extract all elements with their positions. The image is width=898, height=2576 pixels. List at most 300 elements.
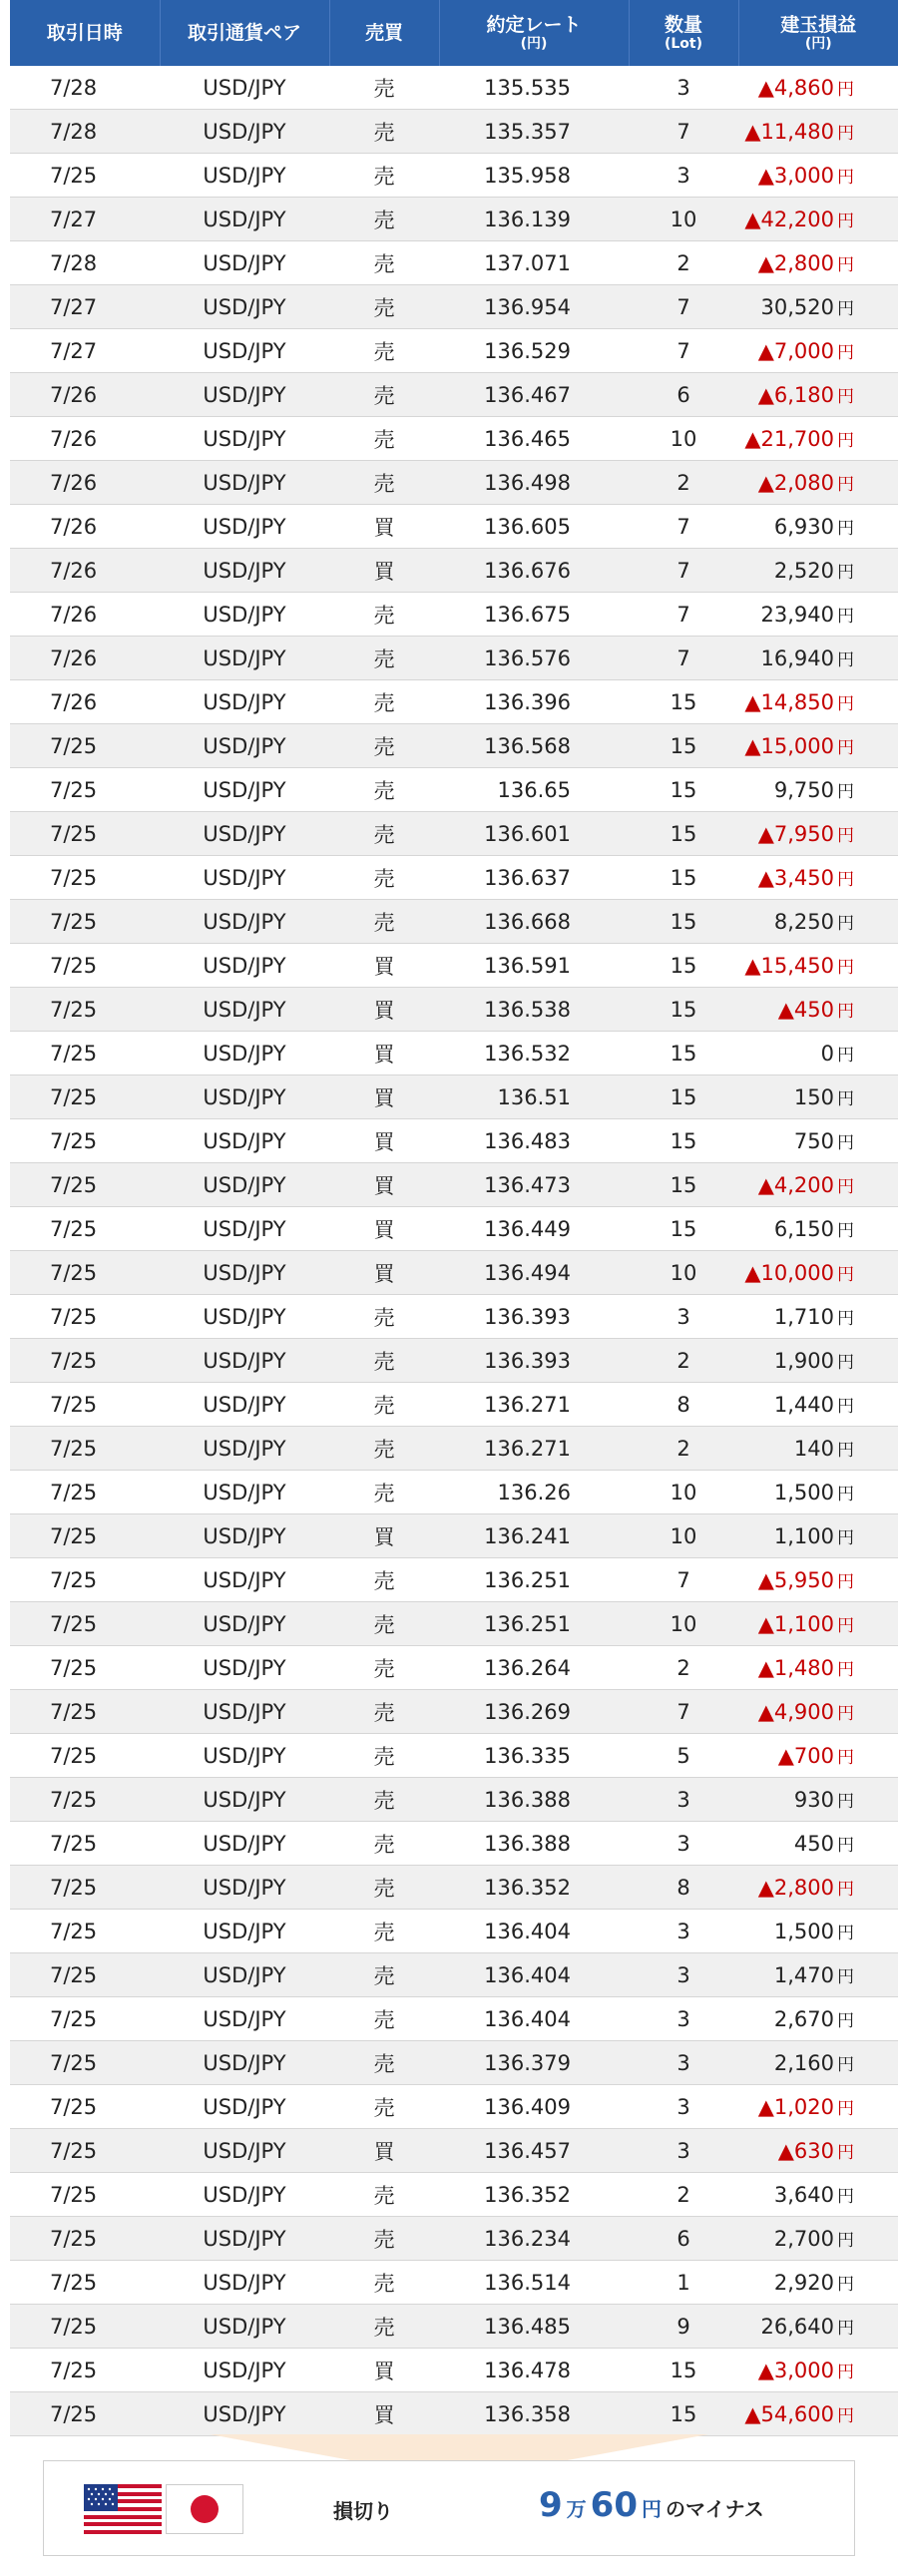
table-row (10, 768, 898, 812)
cell-date: 7/26 (10, 461, 160, 505)
cell-lot: 15 (629, 724, 738, 768)
cell-lot: 7 (629, 637, 738, 680)
cell-pl (738, 2392, 898, 2436)
cell-rate: 136.676 (439, 549, 629, 593)
cell-side: 売 (329, 1734, 439, 1778)
cell-pair: USD/JPY (160, 2129, 329, 2173)
pl-value: 6,930 (773, 515, 834, 539)
cell-pl (738, 1558, 898, 1602)
cell-date: 7/28 (10, 66, 160, 110)
cell-side: 売 (329, 198, 439, 241)
cell-pair: USD/JPY (160, 1997, 329, 2041)
yen-unit: 円 (837, 1528, 854, 1548)
cell-rate: 136.358 (439, 2392, 629, 2436)
cell-lot: 7 (629, 549, 738, 593)
cell-lot: 15 (629, 1207, 738, 1251)
trade-table (10, 0, 898, 2436)
cell-date: 7/28 (10, 241, 160, 285)
pl-value: 150 (793, 1085, 834, 1109)
cell-pair: USD/JPY (160, 900, 329, 944)
yen-unit: 円 (837, 1836, 854, 1856)
cell-lot: 3 (629, 1953, 738, 1997)
yen-unit: 円 (837, 914, 854, 934)
cell-date: 7/25 (10, 768, 160, 812)
yen-unit: 円 (837, 1924, 854, 1943)
table-body (10, 66, 898, 2436)
table-row (10, 637, 898, 680)
pl-value: ▲4,900 (757, 1700, 834, 1724)
cell-pair: USD/JPY (160, 2261, 329, 2305)
cell-rate: 136.271 (439, 1427, 629, 1471)
cell-rate: 136.485 (439, 2305, 629, 2349)
table-row (10, 1251, 898, 1295)
cell-pl (738, 1822, 898, 1866)
cell-date: 7/25 (10, 1207, 160, 1251)
cell-rate: 136.538 (439, 988, 629, 1032)
cell-pair: USD/JPY (160, 1032, 329, 1075)
cell-side: 買 (329, 1075, 439, 1119)
header-rate: 約定レート (円) (439, 0, 629, 66)
table-row (10, 1427, 898, 1471)
table-row (10, 2129, 898, 2173)
cell-pair: USD/JPY (160, 241, 329, 285)
yen-unit: 円 (837, 782, 854, 802)
cell-pl (738, 856, 898, 900)
cell-date: 7/25 (10, 1910, 160, 1953)
cell-rate: 136.388 (439, 1822, 629, 1866)
yen-unit: 円 (837, 1792, 854, 1812)
cell-date: 7/25 (10, 1646, 160, 1690)
cell-date: 7/25 (10, 1119, 160, 1163)
cell-pair: USD/JPY (160, 1207, 329, 1251)
cell-lot: 3 (629, 1778, 738, 1822)
pl-value: ▲1,020 (757, 2095, 834, 2119)
pl-value: 9,750 (773, 778, 834, 802)
cell-pair: USD/JPY (160, 1734, 329, 1778)
cell-pl (738, 1119, 898, 1163)
cell-date: 7/25 (10, 900, 160, 944)
cell-pair: USD/JPY (160, 637, 329, 680)
cell-rate: 136.251 (439, 1558, 629, 1602)
cell-date: 7/26 (10, 637, 160, 680)
summary-area (10, 2436, 898, 2576)
table-row (10, 1822, 898, 1866)
cell-date: 7/25 (10, 1032, 160, 1075)
cell-pl (738, 900, 898, 944)
table-row (10, 549, 898, 593)
cell-side: 売 (329, 1690, 439, 1734)
yen-unit: 円 (837, 1177, 854, 1197)
cell-side: 売 (329, 1866, 439, 1910)
cell-side: 売 (329, 461, 439, 505)
cell-pair: USD/JPY (160, 1690, 329, 1734)
cell-date: 7/25 (10, 154, 160, 198)
yen-unit: 円 (837, 1265, 854, 1285)
pl-value: ▲2,800 (757, 1876, 834, 1900)
cell-rate: 136.393 (439, 1339, 629, 1383)
pl-value: 140 (793, 1437, 834, 1461)
cell-side: 買 (329, 1032, 439, 1075)
cell-side: 売 (329, 637, 439, 680)
table-row (10, 2217, 898, 2261)
cell-lot: 1 (629, 2261, 738, 2305)
cell-side: 売 (329, 66, 439, 110)
pl-value: ▲14,850 (744, 690, 834, 714)
table-row (10, 1207, 898, 1251)
cell-rate: 137.071 (439, 241, 629, 285)
cell-rate: 136.404 (439, 1953, 629, 1997)
cell-pl (738, 1032, 898, 1075)
cell-pl (738, 505, 898, 549)
cell-pl (738, 724, 898, 768)
pl-value: 26,640 (760, 2315, 834, 2339)
cell-pair: USD/JPY (160, 2041, 329, 2085)
table-row (10, 1953, 898, 1997)
cell-date: 7/25 (10, 2392, 160, 2436)
yen-unit: 円 (837, 1704, 854, 1724)
cell-side: 売 (329, 1339, 439, 1383)
cell-date: 7/26 (10, 549, 160, 593)
cell-pair: USD/JPY (160, 2305, 329, 2349)
header-pl: 建玉損益 (円) (738, 0, 898, 66)
pl-value: 23,940 (760, 603, 834, 627)
cell-pl (738, 1910, 898, 1953)
table-row (10, 1997, 898, 2041)
table-row (10, 2041, 898, 2085)
yen-unit: 円 (837, 431, 854, 451)
table-row (10, 724, 898, 768)
cell-pl (738, 1646, 898, 1690)
table-row (10, 373, 898, 417)
cell-date: 7/25 (10, 1953, 160, 1997)
pl-value: 1,710 (773, 1305, 834, 1329)
pl-value: 0 (820, 1042, 834, 1066)
cell-rate: 136.457 (439, 2129, 629, 2173)
yen-unit: 円 (837, 2099, 854, 2119)
cell-pl (738, 988, 898, 1032)
cell-pair: USD/JPY (160, 154, 329, 198)
yen-unit: 円 (837, 1397, 854, 1417)
table-row (10, 329, 898, 373)
cell-pair: USD/JPY (160, 2173, 329, 2217)
cell-pl (738, 110, 898, 154)
cell-rate: 136.675 (439, 593, 629, 637)
cell-side: 売 (329, 2261, 439, 2305)
yen-unit: 円 (837, 299, 854, 319)
cell-lot: 7 (629, 329, 738, 373)
yen-unit: 円 (837, 212, 854, 231)
cell-rate: 136.65 (439, 768, 629, 812)
table-row (10, 1032, 898, 1075)
cell-side: 買 (329, 2129, 439, 2173)
cell-date: 7/25 (10, 988, 160, 1032)
cell-rate: 136.396 (439, 680, 629, 724)
header-side: 売買 (329, 0, 439, 66)
pl-value: 1,500 (773, 1481, 834, 1504)
cell-pl (738, 2041, 898, 2085)
header-date: 取引日時 (10, 0, 160, 66)
cell-lot: 2 (629, 241, 738, 285)
cell-pair: USD/JPY (160, 1514, 329, 1558)
cell-pair: USD/JPY (160, 198, 329, 241)
cell-side: 売 (329, 856, 439, 900)
cell-side: 売 (329, 724, 439, 768)
cell-pl (738, 1514, 898, 1558)
cell-pair: USD/JPY (160, 1558, 329, 1602)
cell-pair: USD/JPY (160, 1339, 329, 1383)
cell-rate: 136.449 (439, 1207, 629, 1251)
cell-pl (738, 2085, 898, 2129)
pl-value: 930 (793, 1788, 834, 1812)
cell-lot: 15 (629, 1163, 738, 1207)
cell-pair: USD/JPY (160, 110, 329, 154)
pl-value: ▲4,860 (757, 76, 834, 100)
yen-unit: 円 (837, 1660, 854, 1680)
cell-lot: 3 (629, 1997, 738, 2041)
yen-unit: 円 (837, 1089, 854, 1109)
table-row (10, 680, 898, 724)
yen-unit: 円 (837, 2231, 854, 2251)
yen-unit: 円 (837, 1046, 854, 1066)
cell-pair: USD/JPY (160, 1953, 329, 1997)
table-row (10, 2261, 898, 2305)
table-row (10, 1075, 898, 1119)
cell-pair: USD/JPY (160, 2392, 329, 2436)
cell-date: 7/25 (10, 2261, 160, 2305)
table-row (10, 417, 898, 461)
pl-value: ▲1,480 (757, 1656, 834, 1680)
cell-pl (738, 373, 898, 417)
cell-pl (738, 1471, 898, 1514)
table-row (10, 505, 898, 549)
cell-side: 売 (329, 2173, 439, 2217)
cell-pair: USD/JPY (160, 1295, 329, 1339)
table-row (10, 1778, 898, 1822)
yen-unit: 円 (837, 1485, 854, 1504)
cell-pl (738, 241, 898, 285)
cell-lot: 7 (629, 593, 738, 637)
cell-pair: USD/JPY (160, 2349, 329, 2392)
cell-side: 売 (329, 1602, 439, 1646)
cell-side: 売 (329, 812, 439, 856)
cell-lot: 15 (629, 768, 738, 812)
cell-side: 売 (329, 1558, 439, 1602)
cell-pl (738, 1778, 898, 1822)
yen-unit: 円 (837, 607, 854, 627)
cell-lot: 15 (629, 2392, 738, 2436)
cell-rate: 136.409 (439, 2085, 629, 2129)
cell-pl (738, 2261, 898, 2305)
stop-loss-label: 損切り (333, 2499, 393, 2523)
pl-value: ▲15,000 (744, 734, 834, 758)
cell-lot: 3 (629, 2041, 738, 2085)
cell-lot: 8 (629, 1383, 738, 1427)
cell-pl (738, 1383, 898, 1427)
cell-side: 買 (329, 549, 439, 593)
cell-lot: 3 (629, 2129, 738, 2173)
yen-unit: 円 (837, 2055, 854, 2075)
pl-value: ▲15,450 (744, 954, 834, 978)
pl-value: ▲630 (777, 2139, 834, 2163)
cell-lot: 15 (629, 680, 738, 724)
cell-side: 売 (329, 2305, 439, 2349)
cell-rate: 136.601 (439, 812, 629, 856)
cell-pair: USD/JPY (160, 768, 329, 812)
cell-rate: 136.271 (439, 1383, 629, 1427)
table-row (10, 1295, 898, 1339)
cell-side: 売 (329, 329, 439, 373)
cell-pair: USD/JPY (160, 1163, 329, 1207)
yen-unit: 円 (837, 2143, 854, 2163)
yen-unit: 円 (837, 1221, 854, 1241)
yen-unit: 円 (837, 1572, 854, 1592)
cell-pair: USD/JPY (160, 1471, 329, 1514)
cell-pl (738, 1295, 898, 1339)
cell-rate: 136.605 (439, 505, 629, 549)
cell-rate: 136.404 (439, 1997, 629, 2041)
pl-value: 2,160 (773, 2051, 834, 2075)
pl-value: ▲2,800 (757, 251, 834, 275)
cell-date: 7/27 (10, 329, 160, 373)
table-row (10, 1383, 898, 1427)
cell-lot: 3 (629, 2085, 738, 2129)
pl-value: ▲11,480 (744, 120, 834, 144)
cell-rate: 136.668 (439, 900, 629, 944)
cell-lot: 2 (629, 1427, 738, 1471)
yen-unit: 円 (837, 80, 854, 100)
cell-date: 7/25 (10, 1602, 160, 1646)
cell-lot: 9 (629, 2305, 738, 2349)
cell-date: 7/25 (10, 1339, 160, 1383)
cell-side: 売 (329, 768, 439, 812)
cell-lot: 7 (629, 110, 738, 154)
yen-unit: 円 (837, 343, 854, 363)
pl-value: 2,670 (773, 2007, 834, 2031)
cell-pair: USD/JPY (160, 856, 329, 900)
cell-side: 売 (329, 1910, 439, 1953)
yen-unit: 円 (837, 1133, 854, 1153)
cell-rate: 136.234 (439, 2217, 629, 2261)
cell-pair: USD/JPY (160, 724, 329, 768)
cell-rate: 136.352 (439, 2173, 629, 2217)
cell-pair: USD/JPY (160, 812, 329, 856)
yen-unit: 円 (837, 387, 854, 407)
cell-pair: USD/JPY (160, 988, 329, 1032)
pl-value: ▲3,450 (757, 866, 834, 890)
cell-pair: USD/JPY (160, 1778, 329, 1822)
pl-value: 16,940 (760, 646, 834, 670)
cell-side: 買 (329, 944, 439, 988)
cell-lot: 15 (629, 2349, 738, 2392)
yen-unit: 円 (837, 1616, 854, 1636)
yen-unit: 円 (837, 1441, 854, 1461)
cell-lot: 10 (629, 1602, 738, 1646)
cell-rate: 136.335 (439, 1734, 629, 1778)
table-row (10, 1514, 898, 1558)
table-row (10, 110, 898, 154)
cell-date: 7/26 (10, 373, 160, 417)
cell-rate: 136.352 (439, 1866, 629, 1910)
cell-date: 7/25 (10, 2349, 160, 2392)
cell-rate: 136.465 (439, 417, 629, 461)
cell-date: 7/25 (10, 1163, 160, 1207)
cell-pair: USD/JPY (160, 1251, 329, 1295)
cell-date: 7/25 (10, 944, 160, 988)
cell-pair: USD/JPY (160, 1602, 329, 1646)
cell-pl (738, 1251, 898, 1295)
cell-side: 売 (329, 1646, 439, 1690)
cell-pl (738, 637, 898, 680)
table-row (10, 241, 898, 285)
pl-value: ▲4,200 (757, 1173, 834, 1197)
cell-date: 7/25 (10, 1383, 160, 1427)
cell-side: 売 (329, 373, 439, 417)
cell-date: 7/25 (10, 1778, 160, 1822)
cell-side: 売 (329, 900, 439, 944)
cell-rate: 136.483 (439, 1119, 629, 1163)
cell-rate: 136.568 (439, 724, 629, 768)
cell-lot: 15 (629, 1119, 738, 1163)
cell-side: 買 (329, 1163, 439, 1207)
yen-unit: 円 (837, 1353, 854, 1373)
cell-pl (738, 680, 898, 724)
cell-rate: 136.494 (439, 1251, 629, 1295)
table-row (10, 461, 898, 505)
yen-unit: 円 (837, 1967, 854, 1987)
cell-lot: 6 (629, 373, 738, 417)
pl-value: ▲1,100 (757, 1612, 834, 1636)
cell-pl (738, 285, 898, 329)
cell-date: 7/26 (10, 680, 160, 724)
cell-rate: 136.379 (439, 2041, 629, 2085)
cell-side: 売 (329, 1997, 439, 2041)
cell-lot: 6 (629, 2217, 738, 2261)
cell-rate: 136.51 (439, 1075, 629, 1119)
cell-lot: 5 (629, 1734, 738, 1778)
table-row (10, 2392, 898, 2436)
cell-pl (738, 1427, 898, 1471)
pl-value: ▲7,000 (757, 339, 834, 363)
cell-rate: 136.26 (439, 1471, 629, 1514)
cell-date: 7/25 (10, 1734, 160, 1778)
pl-value: ▲3,000 (757, 164, 834, 188)
pl-value: ▲5,950 (757, 1568, 834, 1592)
yen-unit: 円 (837, 2406, 854, 2426)
cell-rate: 136.637 (439, 856, 629, 900)
table-row (10, 1119, 898, 1163)
pl-value: 450 (793, 1832, 834, 1856)
cell-rate: 136.954 (439, 285, 629, 329)
table-row (10, 900, 898, 944)
cell-pl (738, 2129, 898, 2173)
yen-unit: 円 (837, 1002, 854, 1022)
cell-pair: USD/JPY (160, 2085, 329, 2129)
table-row (10, 1866, 898, 1910)
cell-pl (738, 1163, 898, 1207)
cell-pair: USD/JPY (160, 1866, 329, 1910)
yen-unit: 円 (837, 2187, 854, 2207)
cell-pl (738, 154, 898, 198)
cell-pair: USD/JPY (160, 1075, 329, 1119)
cell-pl (738, 593, 898, 637)
cell-pl (738, 768, 898, 812)
cell-rate: 136.251 (439, 1602, 629, 1646)
cell-side: 買 (329, 2392, 439, 2436)
table-row (10, 198, 898, 241)
cell-pl (738, 198, 898, 241)
cell-lot: 2 (629, 1646, 738, 1690)
cell-date: 7/26 (10, 593, 160, 637)
